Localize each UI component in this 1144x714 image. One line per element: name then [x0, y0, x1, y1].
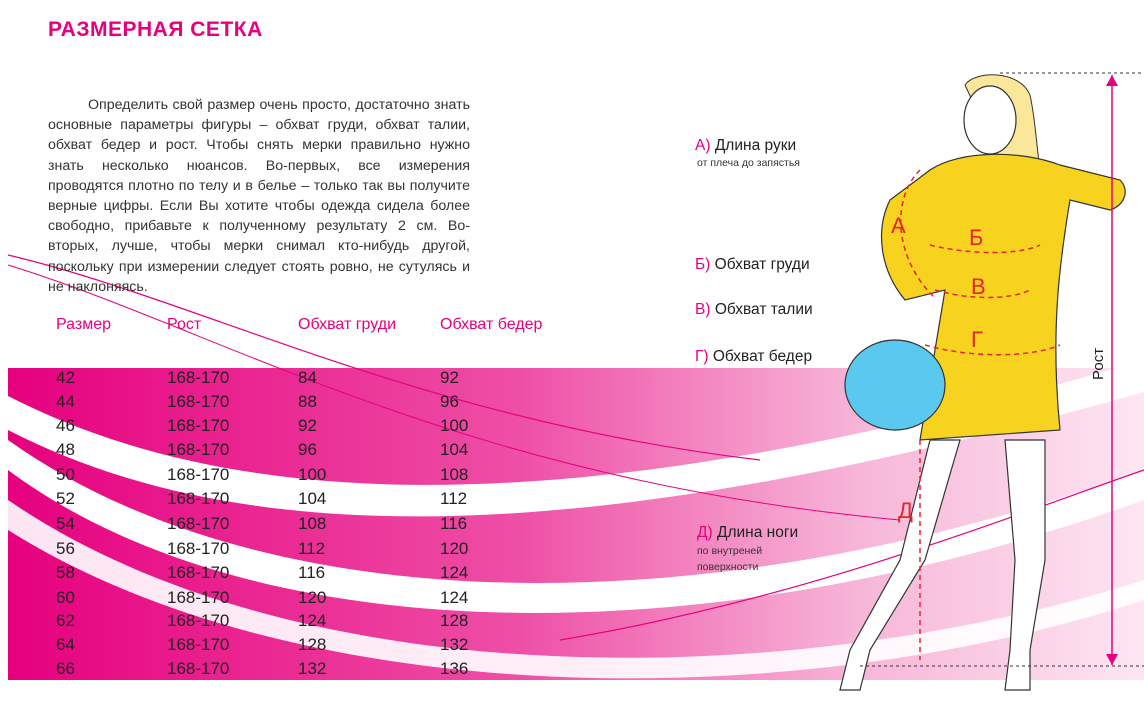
cell-size: 54 — [56, 514, 75, 533]
table-row — [0, 390, 560, 414]
label-letter: Д) — [697, 524, 713, 541]
table-row — [0, 512, 560, 536]
cell-hips: 96 — [440, 392, 459, 411]
figure-letter-a: А — [891, 213, 906, 238]
table-row — [0, 657, 560, 681]
cell-chest: 128 — [298, 635, 327, 654]
cell-hips: 120 — [440, 539, 469, 558]
table-row — [0, 438, 560, 462]
cell-size: 60 — [56, 588, 75, 607]
cell-size: 62 — [56, 611, 75, 630]
cell-height: 168-170 — [167, 368, 230, 387]
cell-height: 168-170 — [167, 392, 230, 411]
cell-size: 42 — [56, 368, 75, 387]
label-text: Обхват талии — [714, 301, 813, 318]
intro-text: Определить свой размер очень просто, достаточно знать основные параметры фигуры – обхват груди, обхват талии, обхват бедер и рост. Чтобы снять мерки правильно нужно знать несколько нюансов. Во-первых, все измерения проводятся плотно по телу и в белье – только так вы получите верные цифры. Если Вы хотите чтобы одежда сидела более свободно, прибавьте к полученному результату 2 см. Во-вторых, лучше, чтобы мерки снимал кто-нибудь другой, поскольку при измерении следует стоять ровно, не сутулясь и не наклоняясь. — [48, 97, 470, 295]
cell-hips: 100 — [440, 416, 469, 435]
cell-height: 168-170 — [167, 659, 230, 678]
cell-height: 168-170 — [167, 588, 230, 607]
cell-hips: 108 — [440, 465, 469, 484]
cell-chest: 100 — [298, 465, 327, 484]
table-row — [0, 633, 560, 657]
label-chest — [695, 256, 810, 274]
cell-chest: 108 — [298, 514, 327, 533]
header-chest: Обхват груди — [298, 316, 397, 333]
cell-hips: 116 — [440, 514, 468, 533]
cell-chest: 96 — [298, 440, 317, 459]
label-hips — [695, 348, 812, 366]
header-size: Размер — [56, 316, 111, 333]
label-letter: Б) — [695, 256, 711, 273]
label-text: Обхват бедер — [712, 348, 813, 365]
label-letter: А) — [695, 137, 711, 154]
cell-height: 168-170 — [167, 539, 230, 558]
table-row — [0, 414, 560, 438]
table-row — [0, 487, 560, 511]
cell-height: 168-170 — [167, 416, 230, 435]
label-letter: В) — [695, 301, 711, 318]
label-arm-length-sub: от плеча до запястья — [697, 157, 800, 169]
cell-hips: 136 — [440, 659, 469, 678]
label-text: Обхват груди — [714, 256, 810, 273]
cell-height: 168-170 — [167, 489, 230, 508]
page-title: РАЗМЕРНАЯ СЕТКА — [48, 18, 263, 41]
cell-size: 44 — [56, 392, 75, 411]
table-row — [0, 537, 560, 561]
height-label: Рост — [1090, 347, 1107, 380]
cell-size: 50 — [56, 465, 75, 484]
table-row — [0, 463, 560, 487]
cell-chest: 88 — [298, 392, 317, 411]
header-hips: Обхват бедер — [440, 316, 543, 333]
table-row — [0, 609, 560, 633]
label-text: Длина ноги — [716, 524, 799, 541]
table-row — [0, 366, 560, 390]
cell-chest: 120 — [298, 588, 327, 607]
cell-chest: 84 — [298, 368, 317, 387]
cell-chest: 132 — [298, 659, 327, 678]
cell-chest: 112 — [298, 539, 326, 558]
label-text: Длина руки — [714, 137, 797, 154]
cell-height: 168-170 — [167, 635, 230, 654]
cell-chest: 124 — [298, 611, 327, 630]
cell-size: 64 — [56, 635, 75, 654]
cell-height: 168-170 — [167, 440, 230, 459]
cell-size: 58 — [56, 563, 75, 582]
cell-height: 168-170 — [167, 465, 230, 484]
cell-height: 168-170 — [167, 514, 230, 533]
cell-hips: 132 — [440, 635, 469, 654]
figure-letter-g: Г — [971, 327, 983, 352]
table-row — [0, 561, 560, 585]
cell-chest: 92 — [298, 416, 317, 435]
cell-size: 66 — [56, 659, 75, 678]
label-arm-length — [695, 137, 796, 155]
figure-letter-b: Б — [969, 225, 984, 250]
cell-hips: 112 — [440, 489, 468, 508]
cell-hips: 124 — [440, 563, 469, 582]
label-waist — [695, 301, 813, 319]
cell-hips: 104 — [440, 440, 469, 459]
figure-letter-v: В — [971, 274, 986, 299]
cell-size: 46 — [56, 416, 75, 435]
label-letter: Г) — [695, 348, 709, 365]
cell-chest: 104 — [298, 489, 327, 508]
label-leg-length — [697, 524, 798, 542]
cell-chest: 116 — [298, 563, 326, 582]
cell-hips: 92 — [440, 368, 459, 387]
cell-hips: 124 — [440, 588, 469, 607]
cell-height: 168-170 — [167, 563, 230, 582]
header-height: Рост — [167, 316, 202, 333]
cell-size: 56 — [56, 539, 75, 558]
label-leg-length-sub-2: поверхности — [697, 561, 759, 573]
label-leg-length-sub-1: по внутреней — [697, 545, 763, 557]
figure-letter-d: Д — [898, 498, 913, 523]
table-row — [0, 586, 560, 610]
cell-size: 48 — [56, 440, 75, 459]
cell-height: 168-170 — [167, 611, 230, 630]
cell-size: 52 — [56, 489, 75, 508]
cell-hips: 128 — [440, 611, 469, 630]
